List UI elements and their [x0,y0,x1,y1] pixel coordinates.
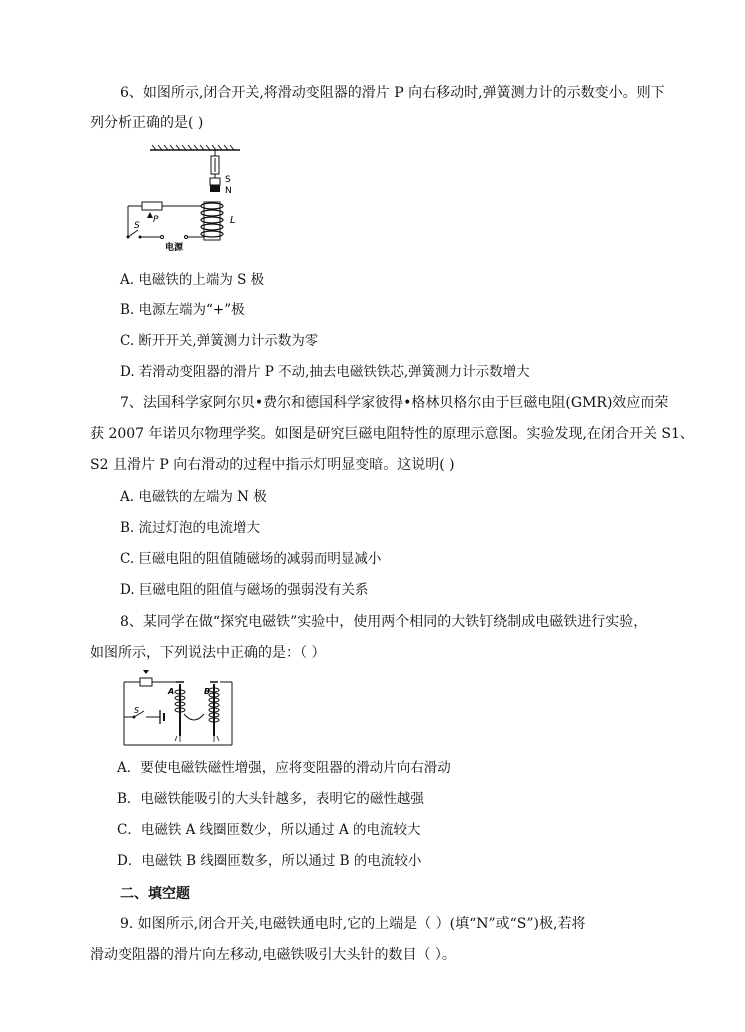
q6-option-a: A. 电磁铁的上端为 S 极 [120,272,265,288]
q6-option-c: C. 断开开关,弹簧测力计示数为零 [120,333,319,349]
q8-label-b: B [204,687,211,696]
q7-stem-line3: S2 且滑片 P 向右滑动的过程中指示灯明显变暗。这说明( ) [90,457,455,473]
q9-stem-line1: 9. 如图所示,闭合开关,电磁铁通电时,它的上端是（ ）(填“N”或“S”)极,若将 [120,916,586,932]
q6-label-n-pole: N [225,186,232,196]
q7-option-c: C. 巨磁电阻的阻值随磁场的减弱而明显减小 [120,551,382,567]
q8-stem-line2: 如图所示，下列说法中正确的是：（ ） [90,645,326,661]
q8-figure [120,670,235,748]
q7-stem-line2: 获 2007 年诺贝尔物理学奖。如图是研究巨磁电阻特性的原理示意图。实验发现,在闭合开关 S1、 [90,426,694,442]
q6-figure [120,142,240,257]
q8-option-c: C．电磁铁 A 线圈匝数少，所以通过 A 的电流较大 [117,822,421,838]
q6-label-s-pole: S [225,175,231,185]
section-title-fill-in: 二、填空题 [120,886,190,902]
q8-option-a: A．要使电磁铁磁性增强，应将变阻器的滑动片向右滑动 [117,760,451,776]
q6-label-l: L [230,215,236,226]
q8-option-b: B．电磁铁能吸引的大头针越多，表明它的磁性越强 [117,791,424,807]
q7-option-b: B. 流过灯泡的电流增大 [120,520,261,536]
q8-stem-line1: 8、某同学在做“探究电磁铁”实验中，使用两个相同的大铁钉绕制成电磁铁进行实验， [120,614,648,630]
q8-label-s: S [134,706,140,715]
q6-option-d: D. 若滑动变阻器的滑片 P 不动,抽去电磁铁铁芯,弹簧测力计示数增大 [120,364,530,380]
q7-stem-line1: 7、法国科学家阿尔贝•费尔和德国科学家彼得•格林贝格尔由于巨磁电阻(GMR)效应而荣 [120,395,669,411]
q6-option-b: B. 电源左端为“+”极 [120,302,245,318]
q6-label-s-switch: S [134,221,140,231]
q6-stem-line2: 列分析正确的是( ) [90,115,204,131]
q8-label-a: A [168,687,175,696]
q7-option-d: D. 巨磁电阻的阻值与磁场的强弱没有关系 [120,582,369,598]
q6-label-p: P [153,215,159,225]
q7-option-a: A. 电磁铁的左端为 N 极 [120,489,267,505]
q9-stem-line2: 滑动变阻器的滑片向左移动,电磁铁吸引大头针的数目（ ）。 [90,947,456,963]
q8-option-d: D．电磁铁 B 线圈匝数多，所以通过 B 的电流较小 [117,853,422,869]
q6-stem-line1: 6、如图所示,闭合开关,将滑动变阻器的滑片 P 向右移动时,弹簧测力计的示数变小。则下 [120,85,665,101]
q6-label-power: 电源 [165,243,184,253]
